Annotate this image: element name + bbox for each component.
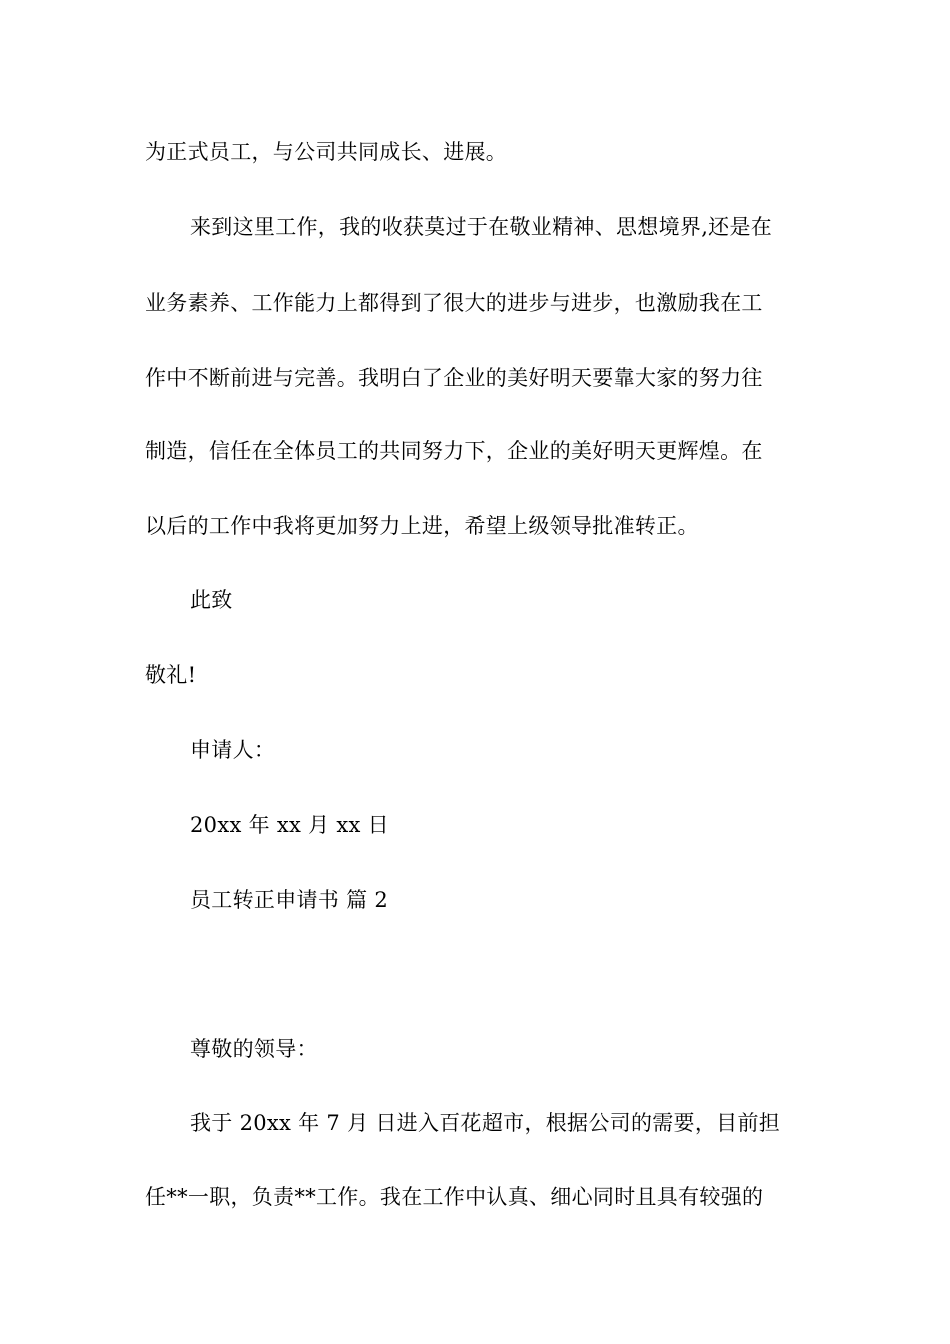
paragraph-line: 业务素养、工作能力上都得到了很大的进步与进步，也激励我在工 (145, 291, 763, 315)
greeting-line: 尊敬的领导： (190, 1037, 318, 1061)
salutation-ci-zhi: 此致 (190, 588, 233, 612)
section-title: 员工转正申请书 篇 2 (190, 888, 389, 912)
salutation-jing-li: 敬礼! (145, 663, 197, 687)
paragraph-line-closing: 为正式员工，与公司共同成长、进展。 (145, 140, 508, 164)
paragraph-line: 作中不断前进与完善。我明白了企业的美好明天要靠大家的努力往 (145, 366, 763, 390)
paragraph-line: 任**一职，负责**工作。我在工作中认真、细心同时且具有较强的 (145, 1185, 764, 1209)
paragraph-line: 制造，信任在全体员工的共同努力下，企业的美好明天更辉煌。在 (145, 439, 763, 463)
date-line: 20xx 年 xx 月 xx 日 (190, 813, 389, 837)
paragraph-line: 来到这里工作，我的收获莫过于在敬业精神、思想境界,还是在 (190, 215, 773, 239)
paragraph-line: 以后的工作中我将更加努力上进，希望上级领导批准转正。 (145, 514, 699, 538)
applicant-label: 申请人： (190, 738, 276, 762)
paragraph-line: 我于 20xx 年 7 月 日进入百花超市，根据公司的需要，目前担 (190, 1111, 781, 1135)
